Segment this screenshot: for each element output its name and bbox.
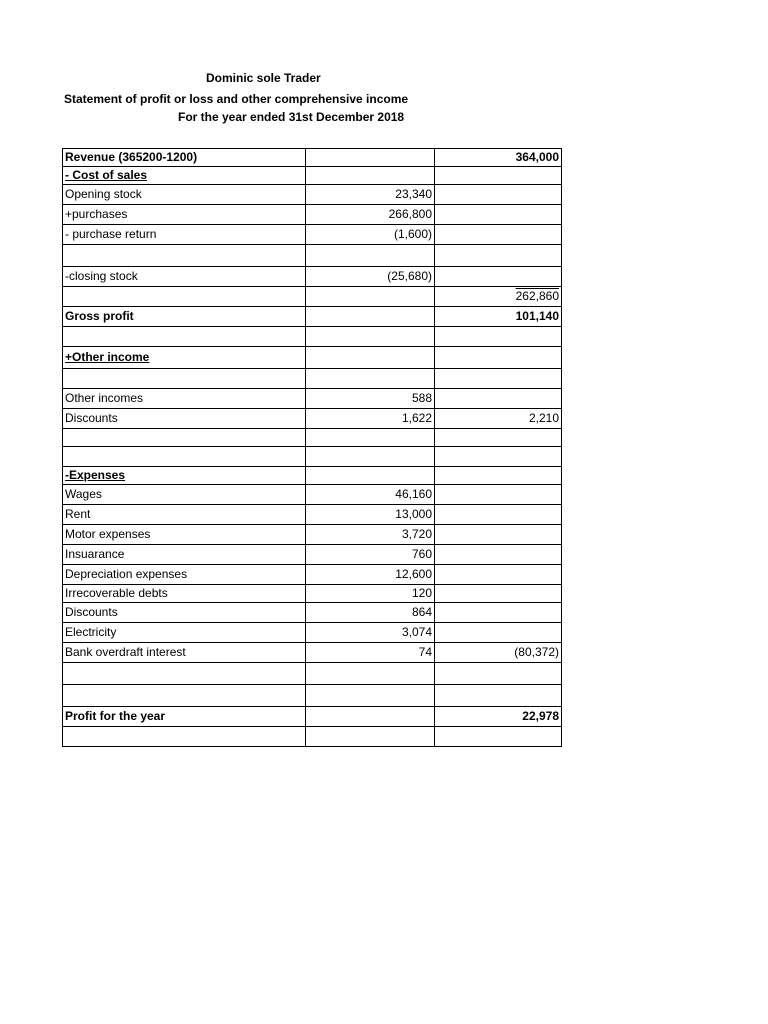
- row-detail-amount: [306, 327, 435, 347]
- table-row: [63, 643, 562, 663]
- table-row: [63, 585, 562, 603]
- row-label: Revenue (365200-1200): [63, 149, 306, 167]
- statement-title: Statement of profit or loss and other comprehensive income: [64, 92, 409, 106]
- row-total-amount: 101,140: [435, 307, 562, 327]
- row-detail-amount: [306, 287, 435, 307]
- row-label: [63, 685, 306, 707]
- row-total-amount: (80,372): [435, 643, 562, 663]
- row-total-amount: [435, 245, 562, 267]
- table-row: [63, 447, 562, 467]
- table-row: [63, 245, 562, 267]
- table-row: [63, 389, 562, 409]
- row-detail-amount: 120: [306, 585, 435, 603]
- row-label: [63, 447, 306, 467]
- row-detail-amount: [306, 307, 435, 327]
- row-total-amount: [435, 623, 562, 643]
- table-row: [63, 167, 562, 185]
- row-total-amount: [435, 525, 562, 545]
- row-total-amount: [435, 347, 562, 369]
- subtotal-text: 262,860: [515, 289, 559, 303]
- row-total-amount: 364,000: [435, 149, 562, 167]
- row-detail-amount: 3,720: [306, 525, 435, 545]
- row-total-amount: [435, 467, 562, 485]
- row-total-amount: [435, 565, 562, 585]
- row-total-amount: [435, 167, 562, 185]
- row-detail-amount: [306, 467, 435, 485]
- table-row: [63, 545, 562, 565]
- row-label: [63, 467, 306, 485]
- table-row: [63, 409, 562, 429]
- row-detail-amount: [306, 447, 435, 467]
- table-row: [63, 623, 562, 643]
- row-label: Discounts: [63, 409, 306, 429]
- row-label: [63, 245, 306, 267]
- row-total-amount: 22,978: [435, 707, 562, 727]
- table-row: [63, 485, 562, 505]
- table-row: [63, 287, 562, 307]
- row-total-amount: [435, 429, 562, 447]
- row-detail-amount: [306, 149, 435, 167]
- table-row: [63, 707, 562, 727]
- profit-loss-table: [62, 148, 562, 747]
- table-row: [63, 467, 562, 485]
- row-total-amount: [435, 327, 562, 347]
- row-detail-amount: [306, 347, 435, 369]
- company-name: Dominic sole Trader: [206, 71, 321, 85]
- row-label: Other incomes: [63, 389, 306, 409]
- row-detail-amount: [306, 707, 435, 727]
- row-total-amount: [435, 585, 562, 603]
- table-row: [63, 525, 562, 545]
- section-heading-text: - Cost of sales: [65, 168, 148, 182]
- table-row: [63, 327, 562, 347]
- row-total-amount: [435, 727, 562, 747]
- row-label: -closing stock: [63, 267, 306, 287]
- row-label: Opening stock: [63, 185, 306, 205]
- table-row: [63, 347, 562, 369]
- row-total-amount: [435, 205, 562, 225]
- row-detail-amount: 23,340: [306, 185, 435, 205]
- table-row: [63, 307, 562, 327]
- row-label: Profit for the year: [63, 707, 306, 727]
- table-row: [63, 149, 562, 167]
- row-label: [63, 663, 306, 685]
- row-detail-amount: [306, 727, 435, 747]
- row-total-amount: [435, 545, 562, 565]
- row-label: Discounts: [63, 603, 306, 623]
- row-label: [63, 287, 306, 307]
- section-heading-text: +Other income: [65, 350, 150, 364]
- row-detail-amount: (1,600): [306, 225, 435, 245]
- table-row: [63, 185, 562, 205]
- row-label: +purchases: [63, 205, 306, 225]
- row-label: Depreciation expenses: [63, 565, 306, 585]
- section-heading-text: -Expenses: [65, 468, 126, 482]
- row-total-amount: [435, 389, 562, 409]
- row-detail-amount: 266,800: [306, 205, 435, 225]
- table-row: [63, 663, 562, 685]
- row-detail-amount: [306, 167, 435, 185]
- table-row: [63, 369, 562, 389]
- row-detail-amount: 12,600: [306, 565, 435, 585]
- row-detail-amount: [306, 429, 435, 447]
- row-total-amount: [435, 685, 562, 707]
- row-detail-amount: 3,074: [306, 623, 435, 643]
- row-label: Insuarance: [63, 545, 306, 565]
- row-label: Wages: [63, 485, 306, 505]
- table-row: [63, 267, 562, 287]
- table-row: [63, 225, 562, 245]
- row-total-amount: [435, 447, 562, 467]
- row-label: [63, 347, 306, 369]
- row-detail-amount: 864: [306, 603, 435, 623]
- table-row: [63, 565, 562, 585]
- row-total-amount: [435, 369, 562, 389]
- row-total-amount: [435, 185, 562, 205]
- row-total-amount: 2,210: [435, 409, 562, 429]
- row-detail-amount: 760: [306, 545, 435, 565]
- row-detail-amount: 13,000: [306, 505, 435, 525]
- table-row: [63, 685, 562, 707]
- row-total-amount: [435, 663, 562, 685]
- row-detail-amount: 1,622: [306, 409, 435, 429]
- row-detail-amount: [306, 685, 435, 707]
- row-detail-amount: 588: [306, 389, 435, 409]
- row-label: [63, 727, 306, 747]
- row-label: - purchase return: [63, 225, 306, 245]
- row-label: Rent: [63, 505, 306, 525]
- row-detail-amount: [306, 663, 435, 685]
- row-total-amount: [435, 603, 562, 623]
- row-total-amount: [435, 267, 562, 287]
- row-label: Electricity: [63, 623, 306, 643]
- row-detail-amount: (25,680): [306, 267, 435, 287]
- row-total-amount: [435, 505, 562, 525]
- row-label: Bank overdraft interest: [63, 643, 306, 663]
- row-total-amount: [435, 287, 562, 307]
- row-detail-amount: 74: [306, 643, 435, 663]
- table-row: [63, 505, 562, 525]
- row-label: [63, 429, 306, 447]
- row-label: Motor expenses: [63, 525, 306, 545]
- table-row: [63, 727, 562, 747]
- statement-period: For the year ended 31st December 2018: [178, 110, 405, 124]
- row-total-amount: [435, 225, 562, 245]
- table-row: [63, 205, 562, 225]
- row-label: Gross profit: [63, 307, 306, 327]
- row-label: Irrecoverable debts: [63, 585, 306, 603]
- row-total-amount: [435, 485, 562, 505]
- row-label: [63, 167, 306, 185]
- row-detail-amount: [306, 245, 435, 267]
- row-detail-amount: 46,160: [306, 485, 435, 505]
- table-row: [63, 603, 562, 623]
- table-row: [63, 429, 562, 447]
- row-detail-amount: [306, 369, 435, 389]
- row-label: [63, 327, 306, 347]
- row-label: [63, 369, 306, 389]
